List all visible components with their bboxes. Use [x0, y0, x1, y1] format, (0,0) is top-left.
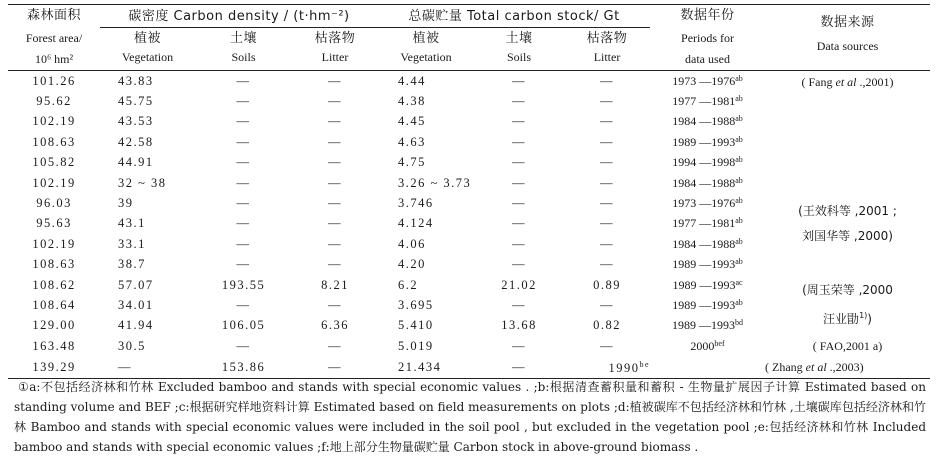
cell-density-soil: — [236, 339, 251, 354]
cell-density-litter: — [328, 360, 342, 375]
period-footnote-mark: ab [735, 114, 743, 124]
cell-stock-veg: 4.63 [398, 134, 426, 149]
cell-density-litter: — [328, 216, 342, 231]
cell-forest-area: 95.63 [36, 216, 72, 231]
cell-density-veg: 30.5 [118, 339, 146, 354]
period-text: 1977 —1981 [672, 94, 736, 109]
header-periods-zh: 数据年份 [680, 8, 735, 23]
carbon-table [8, 4, 930, 379]
cell-period [650, 255, 765, 275]
table-row [8, 336, 930, 357]
cell-period [650, 132, 765, 152]
period-text: 1977 —1981 [672, 216, 736, 231]
header-density-soil-en: Soils [195, 48, 292, 71]
cell-density-veg: 41.94 [118, 318, 154, 333]
source-text: (王效科等 ,2001 ; [798, 203, 897, 218]
header-forest-area [8, 5, 100, 71]
header-stock-soil-zh: 土壤 [505, 31, 533, 46]
period-text: 1973 —1976 [672, 196, 736, 211]
cell-density-veg: 57.07 [118, 277, 154, 292]
period-text: 1989 —1993 [672, 257, 736, 272]
cell-density-veg: 38.7 [118, 257, 146, 272]
cell-stock-soil: — [512, 134, 527, 149]
header-stock-litter-en: Litter [564, 48, 650, 71]
header-stock-veg-en: Vegetation [378, 48, 474, 71]
cell-stock-soil: — [512, 155, 527, 170]
cell-forest-area: 139.29 [32, 360, 76, 375]
header-stock-litter-zh: 枯落物 [586, 31, 628, 46]
cell-data-source [765, 173, 930, 275]
cell-density-soil: — [236, 73, 251, 88]
cell-period [650, 275, 765, 295]
period-footnote-mark: bef [714, 339, 725, 349]
cell-stock-soil: — [512, 297, 527, 312]
cell-density-veg: 39 [118, 196, 134, 211]
cell-density-veg: 44.91 [118, 155, 154, 170]
cell-stock-litter: — [600, 297, 615, 312]
source-text: (周玉荣等 ,2000 [802, 283, 893, 298]
cell-density-litter: — [328, 257, 342, 272]
cell-period [650, 214, 765, 234]
cell-data-source [765, 275, 930, 336]
cell-forest-area: 105.82 [32, 155, 76, 170]
cell-stock-soil: — [512, 360, 527, 375]
cell-density-litter: — [328, 114, 342, 129]
cell-density-soil: — [236, 216, 251, 231]
header-density-veg-zh: 植被 [133, 31, 161, 46]
cell-density-soil: — [236, 196, 251, 211]
source-text: 汪业勖 [823, 312, 860, 327]
period-footnote-mark: ab [735, 216, 743, 226]
source-footnote-mark: 1) [859, 311, 868, 321]
header-sources-en: Data sources [816, 39, 879, 53]
period-text: 1973 —1976 [672, 73, 736, 88]
period-text: 1989 —1993 [672, 277, 736, 292]
table-body [8, 71, 930, 379]
period-text: 1989 —1993 [672, 134, 736, 149]
cell-forest-area: 108.63 [32, 134, 76, 149]
table-row [8, 275, 930, 295]
source-text: 刘国华等 ,2000) [802, 228, 893, 243]
cell-stock-litter: — [600, 114, 615, 129]
period-text: 1989 —1993 [672, 297, 736, 312]
cell-stock-veg: 4.38 [398, 94, 426, 109]
cell-forest-area: 108.62 [32, 277, 76, 292]
cell-forest-area: 95.62 [36, 94, 72, 109]
cell-density-soil: 193.55 [221, 277, 266, 292]
cell-stock-soil: 21.02 [501, 277, 537, 292]
cell-stock-litter: 0.82 [593, 318, 621, 333]
cell-density-veg: 45.75 [118, 94, 154, 109]
cell-density-litter: — [328, 175, 342, 190]
cell-forest-area: 102.19 [32, 236, 76, 251]
cell-forest-area: 163.48 [32, 339, 76, 354]
cell-stock-soil: 13.68 [501, 318, 537, 333]
cell-period [650, 234, 765, 254]
period-footnote-mark: ab [735, 175, 743, 185]
cell-density-soil: — [236, 236, 251, 251]
period-text: 1989 —1993 [672, 318, 736, 333]
cell-stock-veg: 5.410 [398, 318, 434, 333]
cell-stock-veg: 4.124 [398, 216, 434, 231]
cell-stock-veg: 6.2 [398, 277, 419, 292]
source-text: ( Fang [801, 75, 836, 89]
cell-stock-litter: — [600, 196, 615, 211]
cell-stock-litter: — [600, 339, 615, 354]
table-row [8, 173, 930, 193]
cell-period [650, 173, 765, 193]
header-density-litter-zh: 枯落物 [314, 31, 356, 46]
cell-stock-veg: 4.44 [398, 73, 426, 88]
period-text: 1984 —1988 [672, 236, 736, 251]
header-sources [765, 5, 930, 71]
cell-forest-area: 108.64 [32, 297, 76, 312]
cell-density-soil: — [236, 257, 251, 272]
header-forest-area-en: Forest area/ [25, 31, 83, 45]
cell-density-litter: — [328, 94, 342, 109]
period-footnote-mark: bd [735, 318, 744, 328]
cell-stock-litter: — [600, 216, 615, 231]
cell-stock-veg: 4.75 [398, 155, 426, 170]
table-header [8, 5, 930, 71]
period-text: 1984 —1988 [672, 114, 736, 129]
cell-density-soil: 106.05 [221, 318, 266, 333]
period-footnote-mark: ab [735, 236, 743, 246]
header-forest-area-unit: 10⁶ hm² [34, 52, 74, 66]
table-row [8, 71, 930, 92]
cell-stock-soil: — [512, 196, 527, 211]
cell-density-veg: — [118, 360, 132, 375]
cell-stock-soil: — [512, 236, 527, 251]
header-sources-zh: 数据来源 [820, 15, 875, 30]
cell-density-veg: 43.53 [118, 114, 154, 129]
period-footnote-mark: ab [735, 196, 743, 206]
cell-density-soil: — [236, 155, 251, 170]
cell-stock-veg: 4.45 [398, 114, 426, 129]
cell-period [650, 71, 765, 92]
cell-stock-litter: 0.89 [593, 277, 621, 292]
cell-density-litter: — [328, 155, 342, 170]
cell-density-soil: — [236, 94, 251, 109]
header-total-carbon-stock: 总碳贮量 Total carbon stock/ Gt [378, 5, 650, 28]
period-text: 1984 —1988 [672, 175, 736, 190]
cell-density-litter: — [328, 196, 342, 211]
cell-period [650, 357, 765, 379]
cell-density-veg: 32 ~ 38 [118, 175, 167, 190]
header-periods-en2: data used [685, 52, 730, 66]
cell-density-soil: 153.86 [221, 360, 266, 375]
cell-forest-area: 102.19 [32, 114, 76, 129]
source-text: ) [867, 312, 872, 327]
header-density-veg-en: Vegetation [100, 48, 195, 71]
cell-stock-veg: 5.019 [398, 339, 434, 354]
cell-stock-veg: 4.06 [398, 236, 426, 251]
source-text: .,2003) [826, 360, 864, 375]
cell-density-soil: — [236, 134, 251, 149]
cell-stock-litter-text: 1990 [608, 360, 640, 375]
source-text: .,2001) [856, 75, 894, 89]
cell-stock-litter: — [600, 236, 615, 251]
header-density-litter-en: Litter [292, 48, 378, 71]
cell-density-litter: 8.21 [321, 277, 349, 292]
cell-period [650, 295, 765, 315]
cell-density-veg: 42.58 [118, 134, 154, 149]
cell-period [650, 153, 765, 173]
source-text: et al [805, 360, 827, 375]
cell-period [650, 112, 765, 132]
period-text: 1994 —1998 [672, 155, 736, 170]
cell-density-veg: 33.1 [118, 236, 146, 251]
cell-stock-veg: 3.695 [398, 297, 434, 312]
cell-stock-soil: — [512, 94, 527, 109]
cell-density-veg: 34.01 [118, 297, 154, 312]
cell-stock-litter [564, 357, 650, 379]
period-footnote-mark: ab [735, 155, 743, 165]
cell-density-veg: 43.83 [118, 73, 154, 88]
cell-density-veg: 43.1 [118, 216, 146, 231]
cell-forest-area: 96.03 [36, 196, 72, 211]
cell-stock-litter: — [600, 175, 615, 190]
cell-stock-soil: — [512, 257, 527, 272]
cell-data-source [765, 71, 930, 173]
cell-density-soil: — [236, 114, 251, 129]
cell-density-litter: 6.36 [321, 318, 349, 333]
period-footnote-mark: ab [735, 73, 743, 83]
cell-stock-litter: — [600, 134, 615, 149]
cell-stock-soil: — [512, 114, 527, 129]
source-text: et al [835, 75, 857, 89]
period-footnote-mark: be [639, 359, 651, 369]
table-footnote: ①a:不包括经济林和竹林 Excluded bamboo and stands with special economic values . ;b:根据清查蓄积量和蓄积 - 生物量扩展因子计算 Estimated based on standing volume and BEF ;c:根据研究样地资料计算 Estimated based on field measurements on plots ;d:植被碳库不包括经济林和竹林 ,土壤碳库包括经济林和竹林 Bamboo and stands with special economic values were included in the soil pool , but excluded in the vegetation pool ;e:包括经济林和竹林 Included bamboo and stands with special economic values ;f:地上部分生物量碳贮量 Carbon stock in above-ground biomass . [14, 380, 926, 454]
period-footnote-mark: ac [735, 277, 743, 287]
cell-density-litter: — [328, 73, 342, 88]
cell-stock-soil: — [512, 216, 527, 231]
header-carbon-density: 碳密度 Carbon density / (t·hm⁻²) [100, 5, 378, 28]
cell-stock-veg: 3.26 ~ 3.73 [398, 175, 472, 190]
cell-stock-litter: — [600, 73, 615, 88]
header-periods-en1: Periods for [681, 31, 735, 45]
cell-density-litter: — [328, 236, 342, 251]
period-footnote-mark: ab [735, 297, 743, 307]
cell-forest-area: 108.63 [32, 257, 76, 272]
cell-density-soil: — [236, 297, 251, 312]
cell-period [650, 91, 765, 111]
cell-stock-soil: — [512, 73, 527, 88]
header-stock-veg-zh: 植被 [412, 31, 440, 46]
header-density-soil-zh: 土壤 [229, 31, 257, 46]
period-text: 2000 [690, 339, 715, 354]
cell-stock-veg: 3.746 [398, 196, 434, 211]
table-row [8, 357, 930, 379]
cell-stock-soil: — [512, 339, 527, 354]
cell-forest-area: 102.19 [32, 175, 76, 190]
cell-stock-veg: 4.20 [398, 257, 426, 272]
cell-data-source [765, 336, 930, 357]
source-text: ( Zhang [765, 360, 806, 375]
cell-stock-litter: — [600, 94, 615, 109]
cell-density-litter: — [328, 134, 342, 149]
period-footnote-mark: ab [735, 134, 743, 144]
period-footnote-mark: ab [735, 257, 743, 267]
cell-data-source [765, 357, 930, 379]
cell-density-soil: — [236, 175, 251, 190]
cell-stock-litter: — [600, 257, 615, 272]
source-text: ( FAO,2001 a) [812, 339, 883, 354]
cell-stock-soil: — [512, 175, 527, 190]
header-periods [650, 5, 765, 71]
header-stock-soil-en: Soils [474, 48, 564, 71]
cell-stock-veg: 21.434 [398, 360, 442, 375]
period-footnote-mark: ab [735, 94, 743, 104]
cell-period [650, 193, 765, 213]
cell-period [650, 336, 765, 357]
cell-density-litter: — [328, 297, 342, 312]
header-forest-area-zh: 森林面积 [26, 8, 81, 23]
cell-forest-area: 129.00 [32, 318, 76, 333]
cell-forest-area: 101.26 [32, 73, 76, 88]
cell-stock-litter: — [600, 155, 615, 170]
cell-period [650, 316, 765, 336]
cell-density-litter: — [328, 339, 342, 354]
